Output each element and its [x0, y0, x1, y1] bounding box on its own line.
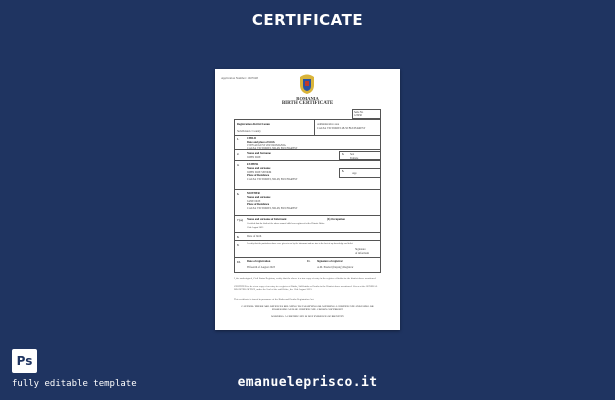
serial-label: Serie Nr.	[354, 110, 364, 114]
section-number: 10.	[237, 260, 241, 264]
child-row	[235, 136, 380, 150]
section-number: 1.	[237, 137, 240, 141]
footnote-3: This certificate is issued in pursuance of the Births and Deaths Registration Act.	[234, 298, 315, 301]
admin-value: CALEA VICTORIEI 48-50 BUCHAREST	[317, 127, 366, 130]
section-number: 8.	[237, 235, 240, 239]
certification-text: I certify that the particulars above were given to me by the informant and are true to the best of my knowledge and belief	[247, 243, 353, 245]
father-title: FATHER	[247, 163, 259, 166]
registration-label: Registration district/Comm	[237, 123, 270, 126]
mother-row	[235, 190, 380, 216]
child-value-1: 15TH AUGUST 2023 ROMANIA	[247, 143, 286, 147]
sex-label: Sex	[350, 153, 355, 156]
section-number: 7 (a)	[237, 218, 243, 222]
mother-field-2: Place of Residence	[247, 203, 270, 206]
registration-date-value: Fifteenth of August 2023	[247, 266, 276, 269]
admin-label: Administrative area	[317, 123, 340, 126]
mother-title: MOTHER	[247, 192, 260, 195]
age-number: 5.	[342, 170, 345, 173]
coat-of-arms-icon	[298, 73, 316, 95]
page-title: CERTIFICATE	[251, 11, 364, 29]
section-number: 2.	[237, 152, 240, 156]
birth-certificate-document	[215, 69, 400, 330]
mother-field-1: Name and surname	[247, 196, 271, 199]
informant-row	[235, 216, 380, 233]
registration-row	[235, 120, 380, 136]
certification-row	[235, 241, 380, 258]
serial-value: 123456	[354, 114, 362, 117]
section-number: 6.	[237, 192, 240, 196]
informant-line-2: 15th August 2023	[247, 226, 264, 229]
sex-value: Female	[350, 156, 359, 160]
child-value-2: CALEA VICTORIEI, NR.48, BUCHAREST	[247, 146, 298, 150]
occupation-label: (b) Occupation	[327, 218, 345, 221]
name-field: Name and Surname	[247, 152, 271, 155]
mother-value-1: JANE DOE	[247, 199, 261, 203]
website-link[interactable]: emanueleprisco.it	[237, 375, 378, 390]
registrar-signature-value: A.M. Pisebel (Deputy) Registrar	[317, 266, 354, 269]
application-number: Application Number: 1925548	[221, 76, 258, 80]
section-number: 11.	[307, 260, 311, 263]
informant-title: Name and surname of Informant	[247, 218, 287, 221]
date-of-birth-row	[235, 233, 380, 241]
divider	[314, 120, 315, 136]
sex-box	[339, 151, 381, 160]
registrar-signature-label: Signature of registrar	[317, 260, 343, 263]
registration-date-row	[235, 258, 380, 274]
informant-line-1: Certified that the birth of the above-named child was registered at the District Office	[247, 223, 325, 225]
section-number: 4.	[237, 163, 240, 167]
father-field-1: Name and surname	[247, 167, 271, 170]
document-title: BIRTH CERTIFICATE	[281, 101, 334, 106]
footnote-1: I, the undersigned, Civil Status Registrar, certify that the above is a true copy of entry in the register of births for the district above mentioned.	[234, 277, 377, 280]
mother-value-2: CALEA VICTORIEI, NR.48, BUCHAREST	[247, 206, 298, 210]
father-value-2: CALEA VICTORIEI, NR.48, BUCHAREST	[247, 177, 298, 181]
serial-box	[352, 109, 381, 119]
signature-sub: of informant	[355, 251, 370, 255]
signature-label: Signature	[355, 248, 366, 251]
certificate-form	[234, 119, 381, 273]
photoshop-icon: Ps	[12, 349, 37, 373]
footnote-caution: CAUTION: THERE ARE OFFENCES RELATING TO FALSIFYING OR ALTERING A CERTIFICATE AND USING OR POSSESSING A FALSE CERTIFICATE. CROWN COPYRIGHT	[241, 305, 374, 312]
age-label: Age	[352, 172, 357, 175]
registration-sub: Subdivision / County	[237, 130, 261, 133]
age-box	[339, 168, 381, 178]
father-row	[235, 161, 380, 190]
sex-number: 3.	[342, 153, 345, 156]
name-row	[235, 150, 380, 161]
child-field: Date and place of birth	[247, 140, 275, 144]
section-number: 9.	[237, 243, 240, 247]
footnote-2: CERTIFIED to be a true copy of an entry in a register of Births, Still-births or Deaths in the District above mentioned. Given at the GENERAL REGISTER OFFICE, under the Seal of the said Office, the 15th August 2023.	[234, 285, 378, 292]
date-of-birth-label: Date of birth	[247, 235, 262, 238]
father-field-2: Place of Residence	[247, 174, 270, 177]
editable-template-label: fully editable template	[12, 379, 137, 389]
country-name: ROMANIA	[296, 96, 319, 101]
child-title: CHILD	[247, 137, 257, 140]
footnote-warning: WARNING: A CERTIFICATE IS NOT EVIDENCE OF IDENTITY	[271, 315, 344, 318]
registration-date-label: Date of registration	[247, 260, 271, 263]
father-value-1: JOHN DOE SENIOR	[247, 170, 272, 174]
name-value: JOHN DOE	[247, 155, 261, 159]
